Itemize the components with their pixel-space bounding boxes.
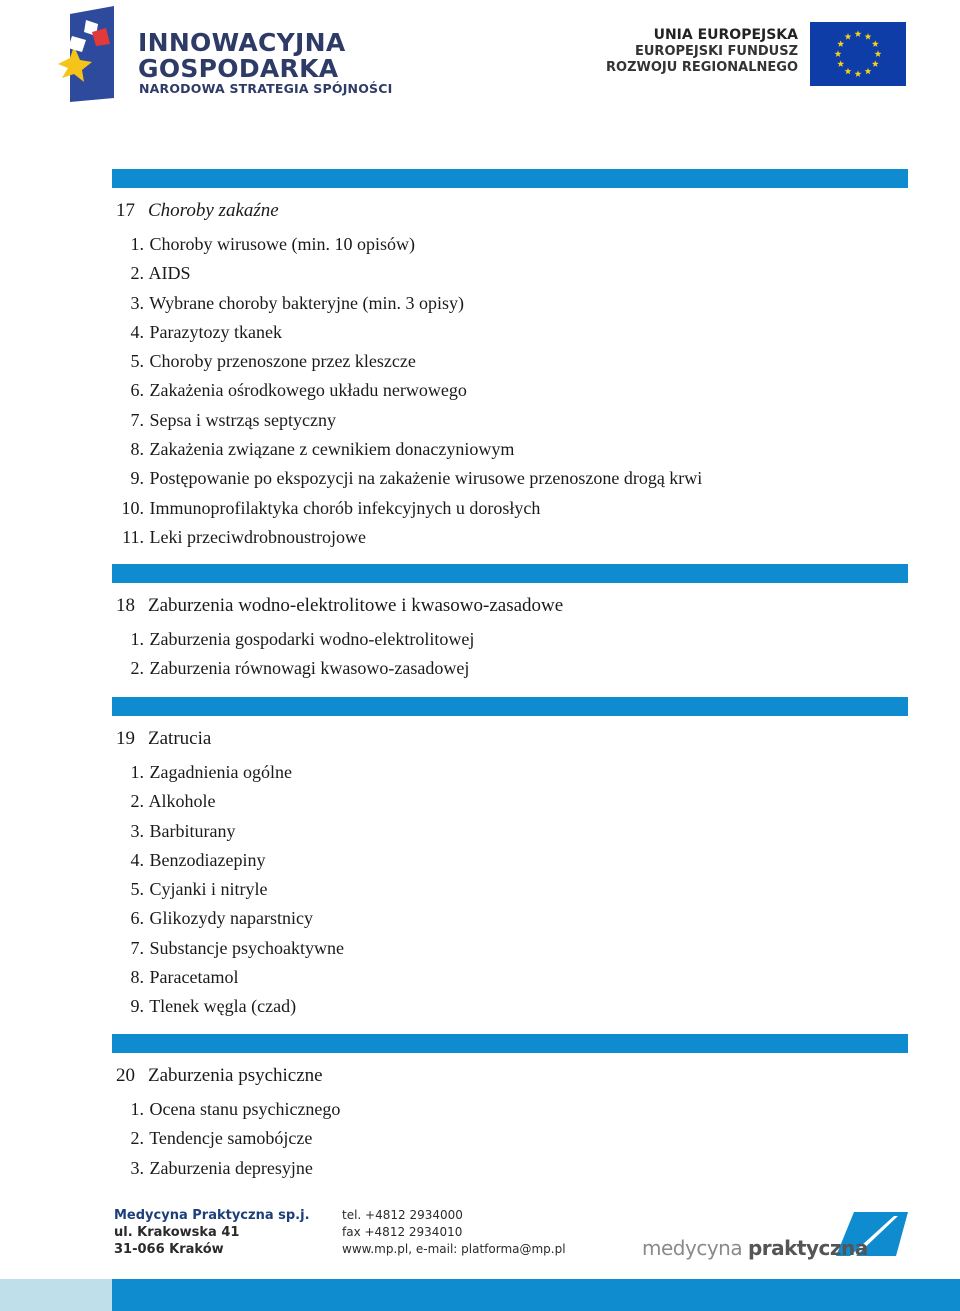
footer-tel: tel. +4812 2934000 xyxy=(342,1208,463,1222)
mp-logo-bold: praktyczna xyxy=(747,1236,868,1260)
list-item xyxy=(112,654,908,683)
list-item-text: Sepsa i wstrząs septyczny xyxy=(149,409,336,430)
list-item-text: Paracetamol xyxy=(149,967,239,988)
section-title xyxy=(116,727,908,751)
list-item-number: 6. xyxy=(130,380,144,401)
list-item xyxy=(112,787,908,816)
item-list xyxy=(112,1095,908,1183)
list-item-text: Zagadnienia ogólne xyxy=(149,762,292,782)
list-item-number: 1. xyxy=(130,629,144,649)
list-item-text: Barbiturany xyxy=(149,820,236,841)
list-item-text: Zakażenia związane z cewnikiem donaczyniowym xyxy=(149,439,515,460)
list-item-text: Zaburzenia gospodarki wodno-elektrolitowej xyxy=(149,629,475,649)
list-item xyxy=(112,347,908,376)
footer-contact xyxy=(342,1207,566,1258)
list-item-number: 2. xyxy=(130,658,144,679)
section-name: Zatrucia xyxy=(148,728,212,749)
eu-line1: UNIA EUROPEJSKA xyxy=(653,27,798,43)
item-list xyxy=(112,758,908,1022)
ig-emblem-icon xyxy=(56,6,138,102)
section-name: Zaburzenia psychiczne xyxy=(148,1065,323,1086)
section-name: Choroby zakaźne xyxy=(148,200,279,221)
section-title xyxy=(116,199,908,223)
section-20 xyxy=(112,1034,908,1183)
eu-logo xyxy=(606,22,910,92)
list-item-number: 4. xyxy=(130,321,144,342)
list-item-number: 2. xyxy=(130,1128,144,1149)
list-item-text: Choroby wirusowe (min. 10 opisów) xyxy=(149,234,415,254)
list-item-text: Ocena stanu psychicznego xyxy=(149,1099,341,1119)
item-list xyxy=(112,230,908,552)
section-bar xyxy=(112,169,908,188)
section-name: Zaburzenia wodno-elektrolitowe i kwasowo-zasadowe xyxy=(148,595,564,616)
section-number: 20 xyxy=(116,1065,135,1086)
list-item-number: 4. xyxy=(130,849,144,870)
list-item xyxy=(112,289,908,318)
list-item-number: 2. xyxy=(130,263,144,284)
list-item-number: 11. xyxy=(122,526,144,547)
list-item xyxy=(112,376,908,405)
item-list xyxy=(112,625,908,684)
footer-address xyxy=(114,1207,310,1258)
section-number: 19 xyxy=(116,728,135,749)
list-item xyxy=(112,846,908,875)
list-item-text: Leki przeciwdrobnoustrojowe xyxy=(149,526,366,547)
list-item-text: Wybrane choroby bakteryjne (min. 3 opisy) xyxy=(149,292,465,313)
section-17 xyxy=(112,169,908,552)
list-item xyxy=(112,318,908,347)
list-item xyxy=(112,259,908,288)
footer-company: Medycyna Praktyczna sp.j. xyxy=(114,1208,310,1223)
list-item-number: 1. xyxy=(130,234,144,254)
section-19 xyxy=(112,697,908,1022)
eu-line2: EUROPEJSKI FUNDUSZ xyxy=(635,44,798,59)
list-item xyxy=(112,230,908,259)
list-item-text: Tlenek węgla (czad) xyxy=(149,996,297,1017)
eu-flag-icon xyxy=(810,22,906,86)
list-item xyxy=(112,406,908,435)
list-item-number: 9. xyxy=(130,468,144,489)
ig-title xyxy=(138,30,346,82)
list-item xyxy=(112,1124,908,1153)
list-item-text: Substancje psychoaktywne xyxy=(149,937,344,958)
section-18 xyxy=(112,564,908,684)
list-item-text: Parazytozy tkanek xyxy=(149,321,282,342)
list-item xyxy=(112,1095,908,1124)
section-bar xyxy=(112,564,908,583)
list-item-number: 7. xyxy=(130,409,144,430)
eu-line3: ROZWOJU REGIONALNEGO xyxy=(606,60,798,75)
ig-subtitle: NARODOWA STRATEGIA SPÓJNOŚCI xyxy=(139,81,393,96)
footer-web[interactable]: www.mp.pl, e-mail: platforma@mp.pl xyxy=(342,1242,566,1256)
list-item-text: Zaburzenia depresyjne xyxy=(149,1157,313,1178)
list-item-text: Zaburzenia równowagi kwasowo-zasadowej xyxy=(149,658,470,679)
section-number: 18 xyxy=(116,595,135,616)
list-item-text: Benzodiazepiny xyxy=(149,849,266,870)
list-item xyxy=(112,904,908,933)
list-item-number: 3. xyxy=(130,292,144,313)
list-item-number: 5. xyxy=(130,351,144,372)
list-item-number: 9. xyxy=(130,996,144,1017)
list-item-number: 8. xyxy=(130,967,144,988)
list-item xyxy=(112,625,908,654)
section-bar xyxy=(112,1034,908,1053)
list-item-text: Cyjanki i nitryle xyxy=(149,879,268,900)
section-title xyxy=(116,1064,908,1088)
list-item-text: Immunoprofilaktyka chorób infekcyjnych u dorosłych xyxy=(149,497,541,518)
list-item xyxy=(112,494,908,523)
ig-title-line2: GOSPODARKA xyxy=(138,54,339,83)
list-item-number: 1. xyxy=(130,1099,144,1119)
list-item-text: Glikozydy naparstnicy xyxy=(149,908,313,929)
list-item-number: 1. xyxy=(130,762,144,782)
list-item xyxy=(112,523,908,552)
footer-strip xyxy=(112,1279,960,1311)
list-item-number: 10. xyxy=(121,497,144,518)
list-item xyxy=(112,435,908,464)
list-item xyxy=(112,758,908,787)
list-item xyxy=(112,963,908,992)
footer-street: ul. Krakowska 41 xyxy=(114,1225,240,1240)
eu-text xyxy=(606,26,798,76)
list-item xyxy=(112,1154,908,1183)
footer-strip-light xyxy=(0,1279,112,1311)
list-item-text: Postępowanie po ekspozycji na zakażenie wirusowe przenoszone drogą krwi xyxy=(149,468,703,489)
list-item-text: AIDS xyxy=(148,263,191,284)
list-item-text: Alkohole xyxy=(148,791,216,812)
section-bar xyxy=(112,697,908,716)
list-item xyxy=(112,464,908,493)
innowacyjna-gospodarka-logo xyxy=(56,6,393,104)
list-item xyxy=(112,817,908,846)
footer-fax: fax +4812 2934010 xyxy=(342,1225,463,1239)
section-title xyxy=(116,594,908,618)
list-item xyxy=(112,992,908,1021)
list-item-number: 8. xyxy=(130,439,144,460)
list-item-number: 3. xyxy=(130,1157,144,1178)
list-item-number: 3. xyxy=(130,820,144,841)
list-item-number: 5. xyxy=(130,879,144,900)
medycyna-praktyczna-logo xyxy=(642,1212,908,1262)
mp-logo-light: medycyna xyxy=(642,1236,743,1260)
list-item-text: Choroby przenoszone przez kleszcze xyxy=(149,351,416,372)
mp-logo-text xyxy=(642,1236,868,1260)
ig-title-line1: INNOWACYJNA xyxy=(138,28,346,57)
list-item-text: Tendencje samobójcze xyxy=(149,1128,313,1149)
footer-city: 31-066 Kraków xyxy=(114,1242,224,1257)
list-item-number: 2. xyxy=(130,791,144,812)
list-item xyxy=(112,934,908,963)
list-item-number: 7. xyxy=(130,937,144,958)
list-item-text: Zakażenia ośrodkowego układu nerwowego xyxy=(149,380,467,401)
list-item-number: 6. xyxy=(130,908,144,929)
list-item xyxy=(112,875,908,904)
section-number: 17 xyxy=(116,200,135,221)
